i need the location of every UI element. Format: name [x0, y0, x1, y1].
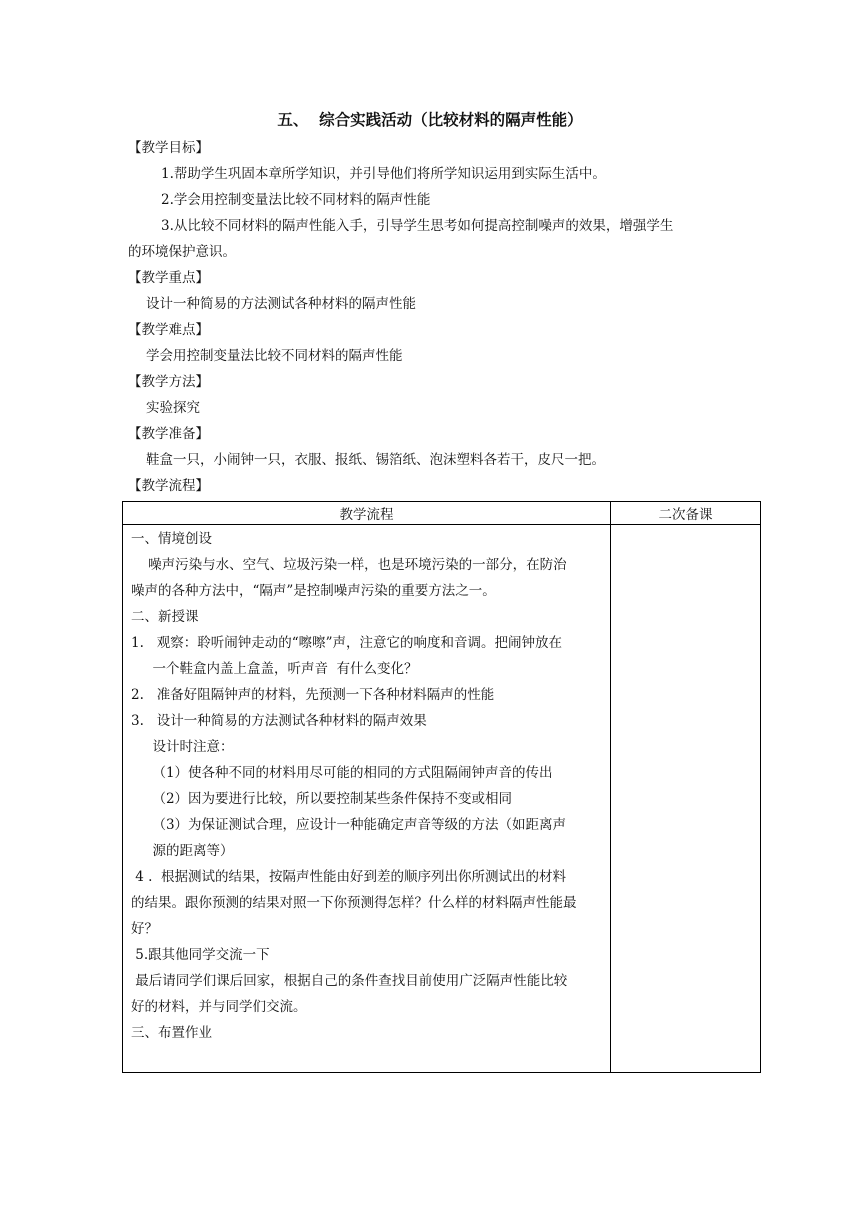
flow-line: 噪声污染与水、空气、垃圾污染一样，也是环境污染的一部分，在防治 — [131, 557, 567, 573]
flow-line: 设计时注意： — [131, 739, 234, 755]
flow-line: 源的距离等） — [131, 843, 234, 859]
flow-line: 3. 设计一种简易的方法测试各种材料的隔声效果 — [131, 713, 427, 729]
flow-content-cell — [123, 525, 611, 1073]
flow-column-header: 教学流程 — [123, 502, 611, 525]
key-points-text: 设计一种简易的方法测试各种材料的隔声性能 — [146, 296, 416, 312]
flow-line: （1）使各种不同的材料用尽可能的相同的方式阻隔闹钟声音的传出 — [131, 765, 553, 781]
difficulties-heading: 【教学难点】 — [128, 322, 209, 338]
flow-line: 2. 准备好阻隔钟声的材料，先预测一下各种材料隔声的性能 — [131, 687, 495, 703]
methods-text: 实验探究 — [146, 400, 200, 416]
flow-line: 噪声的各种方法中，“隔声”是控制噪声污染的重要方法之一。 — [131, 583, 496, 599]
goal-3-line-1: 3.从比较不同材料的隔声性能入手，引导学生思考如何提高控制噪声的效果，增强学生 — [161, 218, 674, 234]
preparation-heading: 【教学准备】 — [128, 426, 209, 442]
goal-1: 1.帮助学生巩固本章所学知识，并引导他们将所学知识运用到实际生活中。 — [161, 166, 606, 182]
flow-heading: 【教学流程】 — [128, 478, 209, 494]
flow-line: （3）为保证测试合理，应设计一种能确定声音等级的方法（如距离声 — [131, 817, 567, 833]
preparation-text: 鞋盒一只，小闹钟一只，衣服、报纸、锡箔纸、泡沫塑料各若干，皮尺一把。 — [146, 452, 605, 468]
flow-line: 好的材料，并与同学们交流。 — [131, 999, 307, 1015]
flow-line: 的结果。跟你预测的结果对照一下你预测得怎样？什么样的材料隔声性能最 — [131, 895, 577, 911]
difficulties-text: 学会用控制变量法比较不同材料的隔声性能 — [146, 348, 403, 364]
flow-line: 5.跟其他同学交流一下 — [131, 947, 270, 963]
methods-heading: 【教学方法】 — [128, 374, 209, 390]
key-points-heading: 【教学重点】 — [128, 270, 209, 286]
flow-line: 最后请同学们课后回家，根据自己的条件查找目前使用广泛隔声性能比较 — [131, 973, 568, 989]
flow-line: 三、布置作业 — [131, 1025, 212, 1041]
goals-heading: 【教学目标】 — [128, 140, 209, 156]
flow-line: 一、情境创设 — [131, 531, 212, 547]
goal-2: 2.学会用控制变量法比较不同材料的隔声性能 — [161, 192, 431, 208]
revision-column-header: 二次备课 — [611, 502, 761, 525]
goal-3-line-2: 的环境保护意识。 — [128, 244, 236, 260]
flow-line: 二、新授课 — [131, 609, 199, 625]
flow-line: （2）因为要进行比较，所以要控制某些条件保持不变或相同 — [131, 791, 513, 807]
flow-line: 1. 观察：聆听闹钟走动的“嚓嚓”声，注意它的响度和音调。把闹钟放在 — [131, 635, 563, 651]
revision-notes-cell — [611, 525, 761, 1073]
flow-line: 一个鞋盒内盖上盒盖，听声音 有什么变化？ — [131, 661, 418, 677]
teaching-flow-table — [122, 501, 761, 1073]
page-title: 五、 综合实践活动（比较材料的隔声性能） — [277, 111, 583, 129]
flow-line: 4 . 根据测试的结果，按隔声性能由好到差的顺序列出你所测试出的材料 — [131, 869, 567, 885]
flow-line: 好？ — [131, 921, 158, 937]
